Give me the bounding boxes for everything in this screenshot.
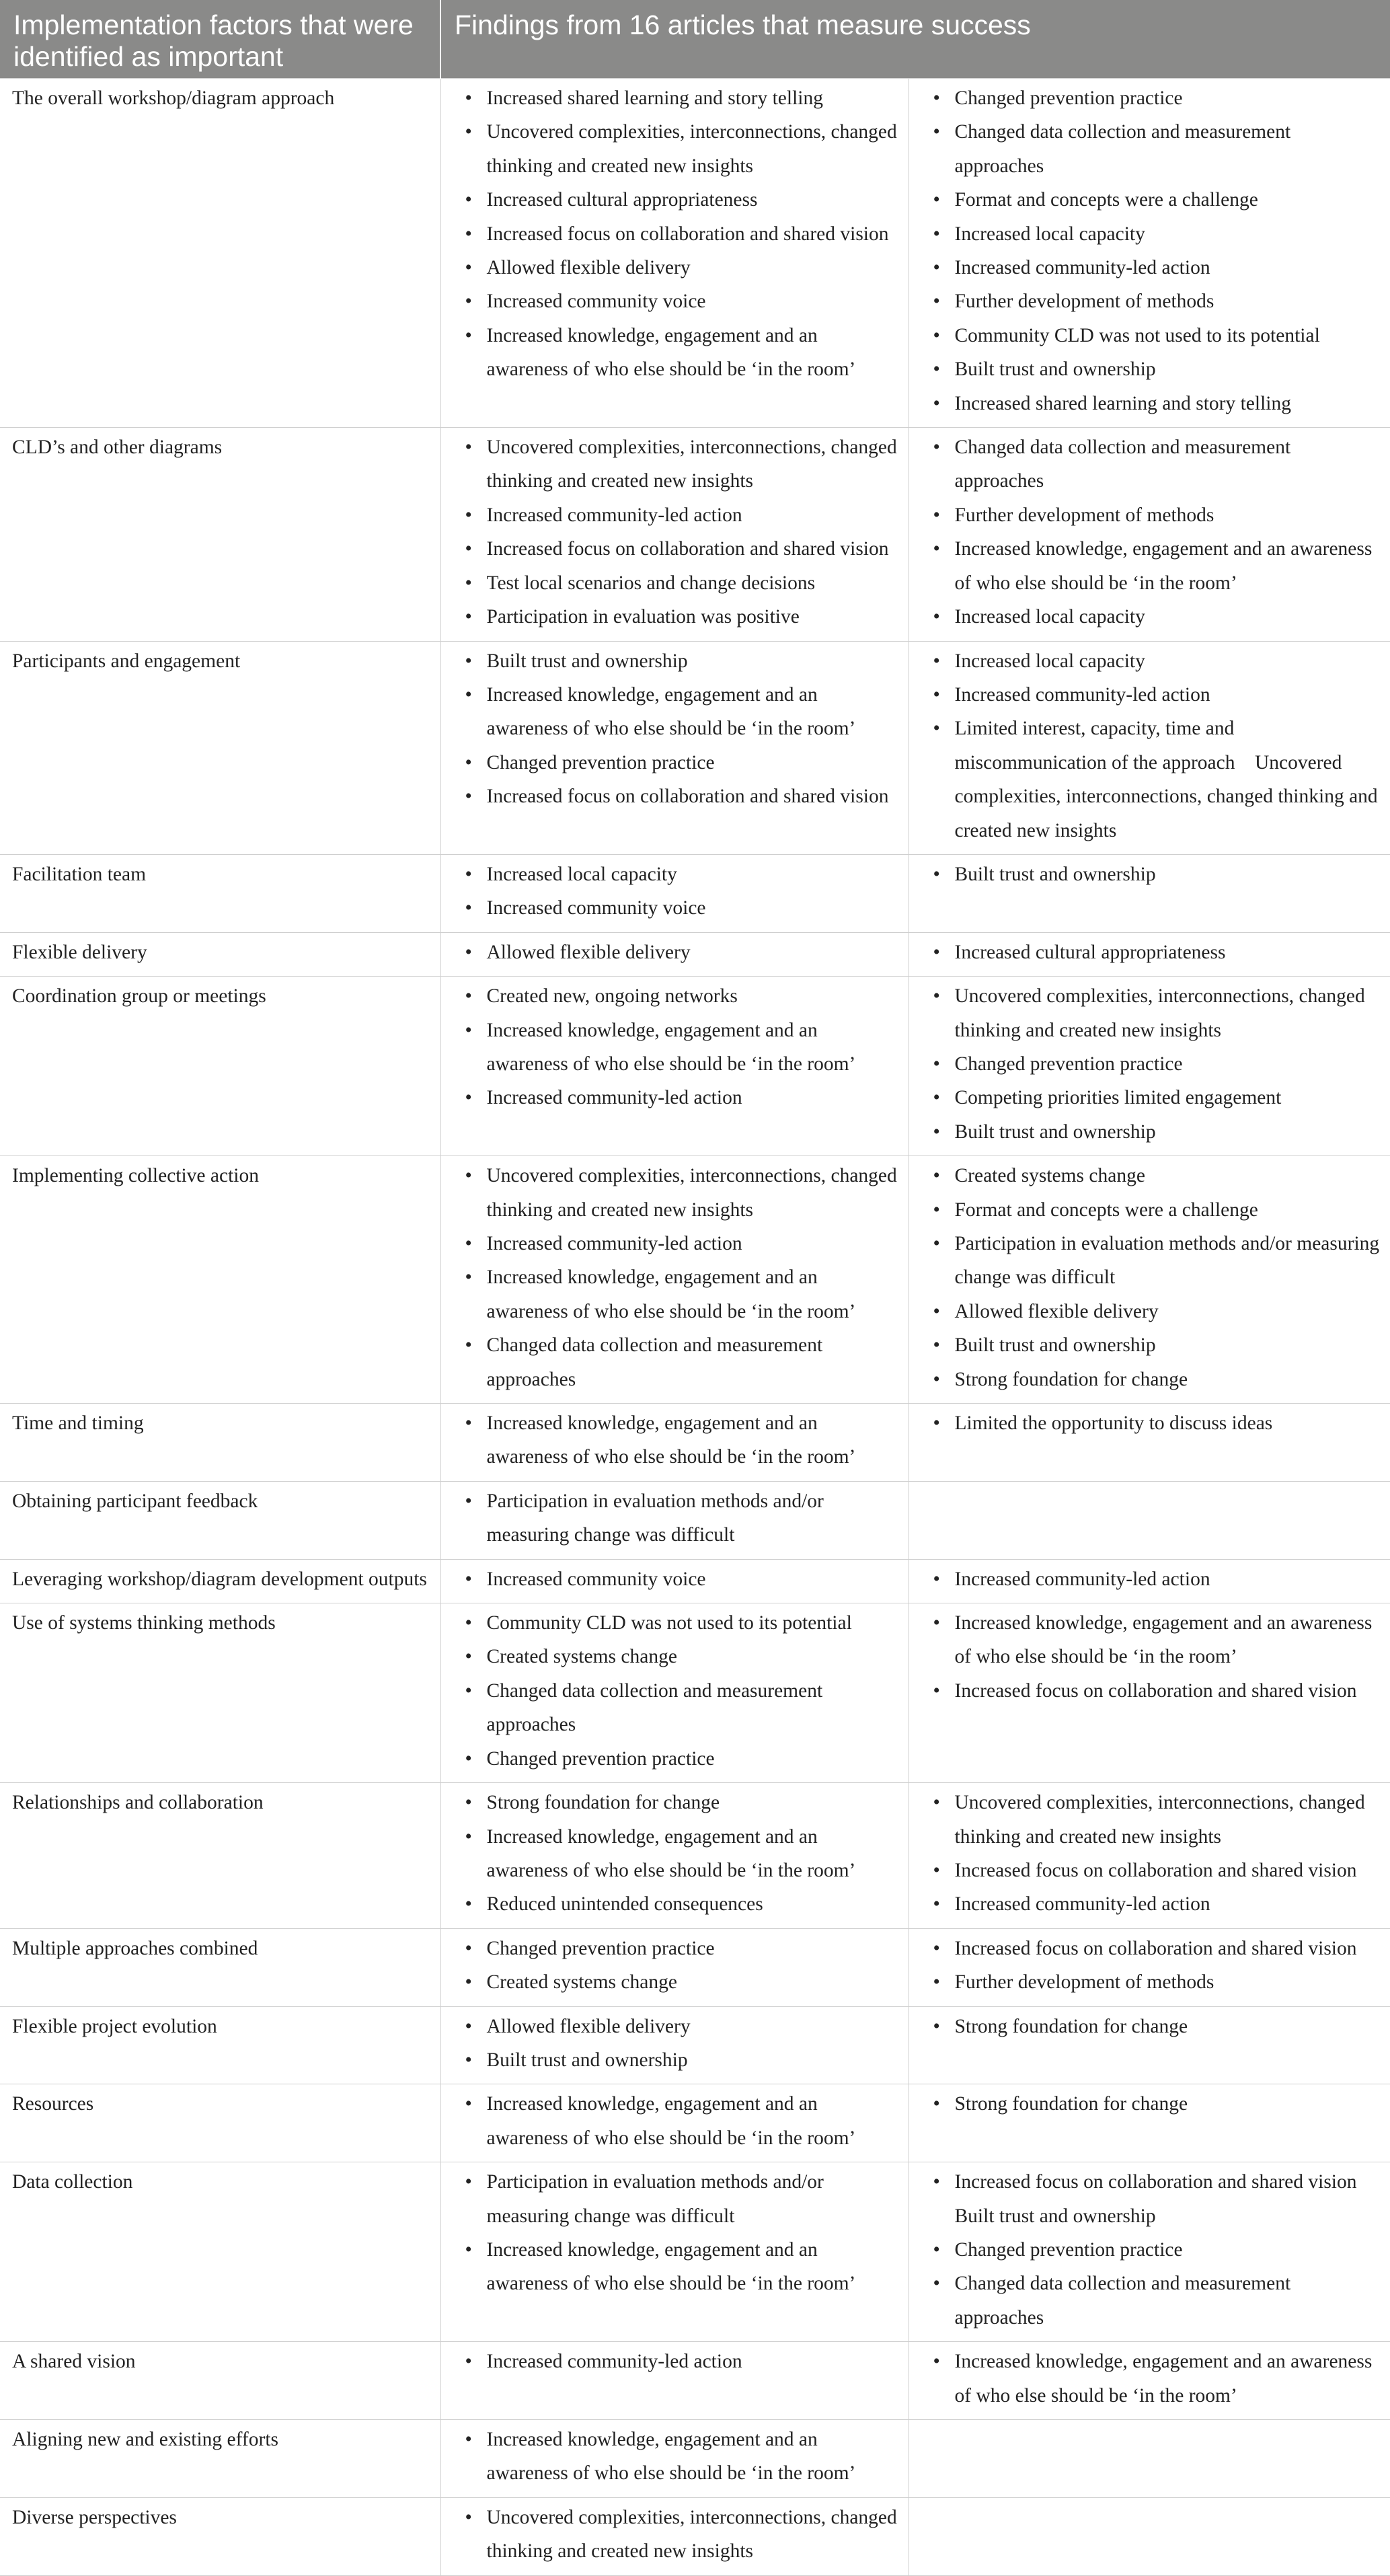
findings-cell-right [909, 1156, 1390, 1404]
findings-list [453, 2501, 902, 2569]
list-item: • Limited interest, capacity, time and miscommunication of the approach Uncovered complexities, interconnections, changed thinking and created new insights [921, 712, 1384, 847]
list-item: • Community CLD was not used to its potential [453, 1606, 902, 1640]
findings-list [921, 1786, 1384, 1922]
list-item: • Created new, ongoing networks [453, 979, 902, 1013]
table-body [0, 79, 1390, 2576]
list-item: • Uncovered complexities, interconnections, changed thinking and created new insights [453, 430, 902, 498]
findings-list [453, 1562, 902, 1596]
findings-cell-right [909, 2162, 1390, 2342]
table-row [0, 641, 1390, 854]
factor-cell: Leveraging workshop/diagram development outputs [0, 1559, 440, 1603]
list-item: • Changed data collection and measurement approaches [453, 1328, 902, 1396]
list-item: • Participation in evaluation methods and/or measuring change was difficult [453, 1484, 902, 1552]
list-item: • Increased community voice [453, 285, 902, 318]
findings-cell-left [440, 2342, 909, 2420]
findings-cell-right [909, 1603, 1390, 1783]
table-row [0, 1928, 1390, 2006]
list-item: • Community CLD was not used to its potential [921, 319, 1384, 352]
factor-cell: Time and timing [0, 1404, 440, 1482]
list-item: • Changed prevention practice [921, 2233, 1384, 2267]
list-item: • Strong foundation for change [921, 1363, 1384, 1396]
list-item: • Increased community-led action [453, 2345, 902, 2378]
findings-cell-right [909, 1783, 1390, 1929]
table-row [0, 428, 1390, 641]
findings-list [921, 1932, 1384, 2000]
findings-list [453, 644, 902, 814]
list-item: • Increased knowledge, engagement and an awareness of who else should be ‘in the room’ [921, 532, 1384, 600]
list-item: • Increased local capacity [921, 600, 1384, 634]
list-item: • Increased knowledge, engagement and an awareness of who else should be ‘in the room’ [453, 2087, 902, 2155]
table-row [0, 2420, 1390, 2498]
table-row [0, 1481, 1390, 1559]
list-item: • Further development of methods [921, 498, 1384, 532]
factor-cell: Use of systems thinking methods [0, 1603, 440, 1783]
table-row [0, 1783, 1390, 1929]
table-row [0, 932, 1390, 976]
list-item: • Competing priorities limited engagement [921, 1081, 1384, 1114]
findings-list [453, 979, 902, 1115]
findings-cell-left [440, 977, 909, 1156]
list-item: • Built trust and ownership [921, 1115, 1384, 1149]
table-row [0, 1603, 1390, 1783]
list-item: • Changed prevention practice [453, 1742, 902, 1776]
findings-cell-right [909, 1928, 1390, 2006]
list-item: • Changed prevention practice [921, 1047, 1384, 1081]
list-item: • Increased community-led action [453, 1227, 902, 1260]
list-item: • Further development of methods [921, 1965, 1384, 1999]
list-item: • Changed prevention practice [453, 746, 902, 780]
table-row [0, 2006, 1390, 2084]
findings-list [921, 858, 1384, 891]
list-item: • Allowed flexible delivery [921, 1295, 1384, 1328]
findings-list [453, 1484, 902, 1552]
list-item: • Increased community voice [453, 891, 902, 925]
findings-list [453, 1932, 902, 2000]
list-item: • Increased community-led action [921, 1887, 1384, 1921]
list-item: • Format and concepts were a challenge [921, 1193, 1384, 1227]
list-item: • Increased cultural appropriateness [453, 183, 902, 217]
list-item: • Increased knowledge, engagement and an awareness of who else should be ‘in the room’ [453, 319, 902, 387]
findings-list [921, 644, 1384, 847]
list-item: • Further development of methods [921, 285, 1384, 318]
list-item: • Increased local capacity [921, 217, 1384, 251]
findings-list [921, 936, 1384, 969]
findings-cell-right [909, 2342, 1390, 2420]
list-item: • Participation in evaluation was positive [453, 600, 902, 634]
header-findings: Findings from 16 articles that measure success [440, 0, 1390, 79]
findings-list [453, 936, 902, 969]
findings-cell-left [440, 2006, 909, 2084]
findings-cell-right [909, 854, 1390, 932]
findings-list [921, 2010, 1384, 2043]
findings-list [921, 2345, 1384, 2413]
list-item: • Strong foundation for change [453, 1786, 902, 1819]
list-item: • Strong foundation for change [921, 2087, 1384, 2121]
list-item: • Increased community-led action [453, 498, 902, 532]
list-item: • Increased knowledge, engagement and an awareness of who else should be ‘in the room’ [453, 1820, 902, 1888]
factor-cell: Participants and engagement [0, 641, 440, 854]
list-item: • Increased knowledge, engagement and an awareness of who else should be ‘in the room’ [453, 1014, 902, 1082]
findings-list [921, 1406, 1384, 1440]
findings-cell-left [440, 932, 909, 976]
list-item: • Increased community-led action [453, 1081, 902, 1114]
findings-list [453, 1786, 902, 1922]
table-row [0, 1404, 1390, 1482]
table-row [0, 1559, 1390, 1603]
findings-list [453, 2345, 902, 2378]
findings-list [453, 2087, 902, 2155]
findings-cell-left [440, 1481, 909, 1559]
list-item: • Increased knowledge, engagement and an awareness of who else should be ‘in the room’ [453, 2233, 902, 2301]
list-item: • Increased knowledge, engagement and an awareness of who else should be ‘in the room’ [921, 2345, 1384, 2413]
findings-cell-left [440, 1404, 909, 1482]
factor-cell: A shared vision [0, 2342, 440, 2420]
list-item: • Increased focus on collaboration and shared vision [453, 780, 902, 813]
list-item: • Reduced unintended consequences [453, 1887, 902, 1921]
list-item: • Allowed flexible delivery [453, 2010, 902, 2043]
findings-cell-right [909, 1559, 1390, 1603]
findings-list [453, 2010, 902, 2078]
list-item: • Uncovered complexities, interconnections, changed thinking and created new insights [453, 2501, 902, 2569]
findings-cell-left [440, 1783, 909, 1929]
list-item: • Increased focus on collaboration and shared vision [453, 532, 902, 566]
list-item: • Built trust and ownership [921, 1328, 1384, 1362]
table-row [0, 2342, 1390, 2420]
list-item: • Increased local capacity [453, 858, 902, 891]
findings-cell-right [909, 977, 1390, 1156]
list-item: • Increased knowledge, engagement and an awareness of who else should be ‘in the room’ [453, 678, 902, 746]
list-item: • Increased cultural appropriateness [921, 936, 1384, 969]
findings-cell-left [440, 641, 909, 854]
list-item: • Uncovered complexities, interconnections, changed thinking and created new insights [453, 115, 902, 183]
list-item: • Increased knowledge, engagement and an awareness of who else should be ‘in the room’ [453, 2423, 902, 2491]
factor-cell: Diverse perspectives [0, 2497, 440, 2575]
list-item: • Allowed flexible delivery [453, 936, 902, 969]
list-item: • Changed data collection and measurement approaches [921, 2267, 1384, 2335]
list-item: • Increased shared learning and story telling [921, 387, 1384, 420]
findings-list [453, 1159, 902, 1396]
findings-cell-left [440, 428, 909, 641]
list-item: • Format and concepts were a challenge [921, 183, 1384, 217]
findings-cell-left [440, 854, 909, 932]
table-row [0, 854, 1390, 932]
list-item: • Allowed flexible delivery [453, 251, 902, 285]
findings-list [921, 430, 1384, 634]
list-item: • Participation in evaluation methods and/or measuring change was difficult [453, 2165, 902, 2233]
findings-cell-right [909, 79, 1390, 428]
factor-cell: Flexible delivery [0, 932, 440, 976]
findings-cell-right [909, 1404, 1390, 1482]
list-item: • Increased shared learning and story telling [453, 81, 902, 115]
factor-cell: CLD’s and other diagrams [0, 428, 440, 641]
findings-cell-right [909, 932, 1390, 976]
list-item: • Increased focus on collaboration and shared vision Built trust and ownership [921, 2165, 1384, 2233]
factor-cell: Implementing collective action [0, 1156, 440, 1404]
list-item: • Built trust and ownership [921, 352, 1384, 386]
findings-cell-right [909, 2420, 1390, 2498]
findings-list [453, 81, 902, 387]
list-item: • Changed data collection and measurement approaches [921, 115, 1384, 183]
table-row [0, 977, 1390, 1156]
factor-cell: Data collection [0, 2162, 440, 2342]
list-item: • Increased focus on collaboration and shared vision [921, 1932, 1384, 1965]
list-item: • Built trust and ownership [453, 644, 902, 678]
findings-cell-right [909, 2084, 1390, 2162]
list-item: • Uncovered complexities, interconnections, changed thinking and created new insights [921, 979, 1384, 1047]
table-row [0, 2084, 1390, 2162]
findings-cell-left [440, 2497, 909, 2575]
header-implementation-factors: Implementation factors that were identified as important [0, 0, 440, 79]
findings-list [453, 858, 902, 925]
factor-cell: Coordination group or meetings [0, 977, 440, 1156]
findings-cell-left [440, 2084, 909, 2162]
list-item: • Increased knowledge, engagement and an awareness of who else should be ‘in the room’ [921, 1606, 1384, 1674]
list-item: • Changed data collection and measurement approaches [453, 1674, 902, 1742]
findings-cell-left [440, 2420, 909, 2498]
findings-list [921, 2165, 1384, 2335]
list-item: • Participation in evaluation methods and/or measuring change was difficult [921, 1227, 1384, 1295]
factor-cell: Flexible project evolution [0, 2006, 440, 2084]
findings-cell-left [440, 1156, 909, 1404]
list-item: • Increased community-led action [921, 251, 1384, 285]
findings-list [921, 1606, 1384, 1708]
list-item: • Changed data collection and measurement approaches [921, 430, 1384, 498]
list-item: • Built trust and ownership [453, 2043, 902, 2077]
findings-list [453, 2423, 902, 2491]
findings-cell-right [909, 428, 1390, 641]
findings-cell-right [909, 641, 1390, 854]
list-item: • Uncovered complexities, interconnections, changed thinking and created new insights [921, 1786, 1384, 1854]
list-item: • Test local scenarios and change decisions [453, 566, 902, 600]
list-item: • Increased focus on collaboration and shared vision [921, 1674, 1384, 1708]
findings-list [453, 430, 902, 634]
list-item: • Changed prevention practice [921, 81, 1384, 115]
findings-cell-left [440, 1603, 909, 1783]
list-item: • Increased knowledge, engagement and an awareness of who else should be ‘in the room’ [453, 1406, 902, 1474]
list-item: • Built trust and ownership [921, 858, 1384, 891]
list-item: • Created systems change [453, 1640, 902, 1673]
list-item: • Changed prevention practice [453, 1932, 902, 1965]
factor-cell: Resources [0, 2084, 440, 2162]
findings-list [453, 1406, 902, 1474]
table-row [0, 79, 1390, 428]
findings-list [453, 1606, 902, 1776]
factor-cell: Aligning new and existing efforts [0, 2420, 440, 2498]
list-item: • Increased knowledge, engagement and an awareness of who else should be ‘in the room’ [453, 1260, 902, 1328]
findings-cell-right [909, 1481, 1390, 1559]
findings-list [921, 979, 1384, 1149]
factor-cell: The overall workshop/diagram approach [0, 79, 440, 428]
list-item: • Increased focus on collaboration and shared vision [453, 217, 902, 251]
factor-cell: Relationships and collaboration [0, 1783, 440, 1929]
findings-list [921, 81, 1384, 420]
findings-cell-left [440, 1559, 909, 1603]
list-item: • Increased community-led action [921, 1562, 1384, 1596]
findings-list [921, 1159, 1384, 1396]
factor-cell: Multiple approaches combined [0, 1928, 440, 2006]
findings-cell-right [909, 2006, 1390, 2084]
table-row [0, 2497, 1390, 2575]
table-row [0, 2162, 1390, 2342]
list-item: • Limited the opportunity to discuss ideas [921, 1406, 1384, 1440]
findings-cell-left [440, 1928, 909, 2006]
list-item: • Increased focus on collaboration and shared vision [921, 1854, 1384, 1887]
factor-cell: Facilitation team [0, 854, 440, 932]
findings-cell-left [440, 2162, 909, 2342]
findings-list [453, 2165, 902, 2301]
list-item: • Increased community voice [453, 1562, 902, 1596]
list-item: • Increased community-led action [921, 678, 1384, 712]
findings-cell-right [909, 2497, 1390, 2575]
findings-list [921, 1562, 1384, 1596]
list-item: • Created systems change [453, 1965, 902, 1999]
list-item: • Increased local capacity [921, 644, 1384, 678]
table-row [0, 1156, 1390, 1404]
findings-cell-left [440, 79, 909, 428]
list-item: • Uncovered complexities, interconnections, changed thinking and created new insights [453, 1159, 902, 1227]
list-item: • Strong foundation for change [921, 2010, 1384, 2043]
factor-cell: Obtaining participant feedback [0, 1481, 440, 1559]
findings-list [921, 2087, 1384, 2121]
table-header [0, 0, 1390, 79]
list-item: • Created systems change [921, 1159, 1384, 1192]
